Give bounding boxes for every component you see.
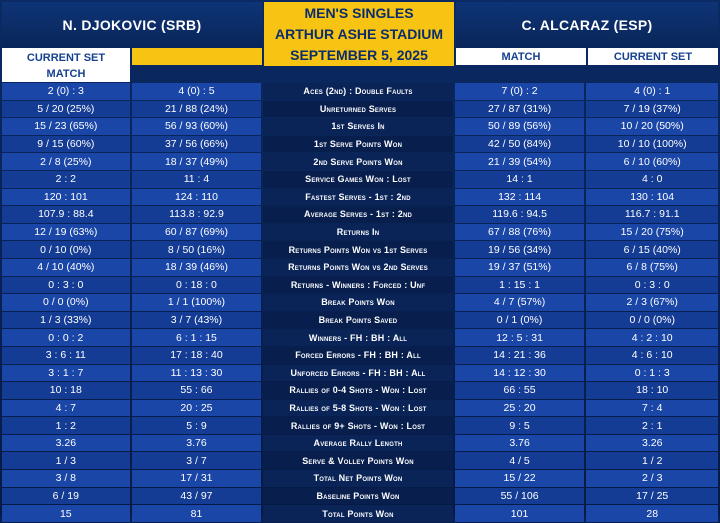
left-current-set-value: 15: [2, 505, 130, 522]
stat-label: Baseline Points Won: [263, 488, 452, 505]
right-current-set-value: 28: [586, 505, 718, 522]
left-match-value: 0 : 18 : 0: [132, 277, 262, 294]
stat-row: [2, 488, 718, 506]
right-match-value: 3.76: [455, 435, 585, 452]
stat-row: [2, 470, 718, 488]
stat-label: Fastest Serves - 1st : 2nd: [263, 189, 452, 206]
stat-row: [2, 118, 718, 136]
right-match-value: 67 / 88 (76%): [455, 224, 585, 241]
left-current-set-value: 120 : 101: [2, 189, 130, 206]
right-match-value: 9 : 5: [455, 417, 585, 434]
stat-label: Returns In: [263, 224, 452, 241]
stat-row: [2, 241, 718, 259]
left-match-value: 55 : 66: [132, 382, 262, 399]
left-current-set-value: 1 : 2: [2, 417, 130, 434]
left-current-set-value: 15 / 23 (65%): [2, 118, 130, 135]
right-current-set-value: 2 : 1: [586, 417, 718, 434]
left-match-value: 21 / 88 (24%): [132, 101, 262, 118]
stat-row: [2, 329, 718, 347]
stat-row: [2, 171, 718, 189]
stat-label: Service Games Won : Lost: [263, 171, 452, 188]
stat-row: [2, 435, 718, 453]
stat-label: Forced Errors - FH : BH : All: [263, 347, 452, 364]
stat-label: Total Points Won: [263, 505, 452, 522]
left-current-set-value: 1 / 3 (33%): [2, 312, 130, 329]
stat-row: [2, 101, 718, 119]
stat-label: Unforced Errors - FH : BH : All: [263, 365, 452, 382]
left-current-set-value: 3.26: [2, 435, 130, 452]
left-current-set-value: 4 / 10 (40%): [2, 259, 130, 276]
left-match-value: 20 : 25: [132, 400, 262, 417]
stat-label: Returns Points Won vs 2nd Serves: [263, 259, 452, 276]
stat-label: Break Points Won: [263, 294, 452, 311]
right-current-set-value: 3.26: [586, 435, 718, 452]
left-current-set-value: 0 : 3 : 0: [2, 277, 130, 294]
left-match-value: 18 / 39 (46%): [132, 259, 262, 276]
left-match-value: 43 / 97: [132, 488, 262, 505]
right-current-set-label: CURRENT SET: [588, 48, 718, 65]
stat-label: Returns - Winners : Forced : Unf: [263, 277, 452, 294]
stat-row: [2, 365, 718, 383]
right-match-value: 14 : 12 : 30: [455, 365, 585, 382]
left-match-value: 6 : 1 : 15: [132, 329, 262, 346]
left-current-set-value: 5 / 20 (25%): [2, 101, 130, 118]
left-current-set-value: 10 : 18: [2, 382, 130, 399]
right-current-set-value: 4 (0) : 1: [586, 83, 718, 100]
stat-label: Break Points Saved: [263, 312, 452, 329]
left-match-value: 3.76: [132, 435, 262, 452]
right-current-set-value: 6 / 15 (40%): [586, 241, 718, 258]
stat-row: [2, 382, 718, 400]
right-match-value: 21 / 39 (54%): [455, 153, 585, 170]
left-current-set-value: 2 (0) : 3: [2, 83, 130, 100]
right-current-set-value: 130 : 104: [586, 189, 718, 206]
event-title: MEN'S SINGLES: [304, 4, 414, 21]
left-match-label: MATCH: [46, 67, 86, 80]
stat-label: Rallies of 5-8 Shots - Won : Lost: [263, 400, 452, 417]
player-right-name: C. ALCARAZ (ESP): [456, 2, 718, 47]
left-current-set-value: 0 : 0 : 2: [2, 329, 130, 346]
left-current-set-value: 9 / 15 (60%): [2, 136, 130, 153]
left-match-value: 8 / 50 (16%): [132, 241, 262, 258]
right-current-set-value: 7 : 4: [586, 400, 718, 417]
left-match-value: 81: [132, 505, 262, 522]
right-match-value: 7 (0) : 2: [455, 83, 585, 100]
right-current-set-value: 2 / 3: [586, 470, 718, 487]
stat-row: [2, 189, 718, 207]
left-column-header-set-match: [2, 48, 130, 82]
right-match-value: 12 : 5 : 31: [455, 329, 585, 346]
player-left-name: N. DJOKOVIC (SRB): [2, 2, 262, 47]
right-match-value: 27 / 87 (31%): [455, 101, 585, 118]
left-current-set-value: 107.9 : 88.4: [2, 206, 130, 223]
left-current-set-value: 0 / 10 (0%): [2, 241, 130, 258]
left-match-value: 17 / 31: [132, 470, 262, 487]
right-current-set-value: 6 / 10 (60%): [586, 153, 718, 170]
left-column-header-blank: [132, 48, 262, 65]
right-current-set-value: 4 : 2 : 10: [586, 329, 718, 346]
stat-row: [2, 83, 718, 101]
stat-label: Rallies of 0-4 Shots - Won : Lost: [263, 382, 452, 399]
left-match-value: 37 / 56 (66%): [132, 136, 262, 153]
stat-label: Rallies of 9+ Shots - Won : Lost: [263, 417, 452, 434]
left-current-set-value: 1 / 3: [2, 452, 130, 469]
right-current-set-value: 0 / 0 (0%): [586, 312, 718, 329]
stat-row: [2, 417, 718, 435]
stat-label: 1st Serve Points Won: [263, 136, 452, 153]
left-current-set-value: 2 : 2: [2, 171, 130, 188]
left-match-value: 4 (0) : 5: [132, 83, 262, 100]
right-match-value: 25 : 20: [455, 400, 585, 417]
event-info: [264, 2, 454, 66]
stat-row: [2, 224, 718, 242]
left-match-value: 1 / 1 (100%): [132, 294, 262, 311]
stat-label: Total Net Points Won: [263, 470, 452, 487]
stat-row: [2, 505, 718, 523]
right-current-set-value: 116.7 : 91.1: [586, 206, 718, 223]
right-match-value: 14 : 1: [455, 171, 585, 188]
left-match-value: 3 / 7 (43%): [132, 312, 262, 329]
right-match-value: 101: [455, 505, 585, 522]
stat-row: [2, 153, 718, 171]
stat-row: [2, 277, 718, 295]
stat-row: [2, 312, 718, 330]
header-area: [2, 2, 718, 83]
right-match-value: 14 : 21 : 36: [455, 347, 585, 364]
right-current-set-value: 2 / 3 (67%): [586, 294, 718, 311]
right-current-set-value: 17 / 25: [586, 488, 718, 505]
right-match-value: 119.6 : 94.5: [455, 206, 585, 223]
right-match-value: 1 : 15 : 1: [455, 277, 585, 294]
event-date: SEPTEMBER 5, 2025: [290, 46, 428, 63]
right-match-value: 15 / 22: [455, 470, 585, 487]
stat-label: Winners - FH : BH : All: [263, 329, 452, 346]
right-current-set-value: 4 : 6 : 10: [586, 347, 718, 364]
right-current-set-value: 10 / 20 (50%): [586, 118, 718, 135]
left-current-set-label: CURRENT SET: [26, 51, 106, 64]
stats-table: [2, 83, 718, 523]
right-current-set-value: 18 : 10: [586, 382, 718, 399]
left-current-set-value: 12 / 19 (63%): [2, 224, 130, 241]
right-match-label: MATCH: [456, 48, 586, 65]
left-current-set-value: 0 / 0 (0%): [2, 294, 130, 311]
stat-row: [2, 347, 718, 365]
right-match-value: 42 / 50 (84%): [455, 136, 585, 153]
stat-row: [2, 294, 718, 312]
right-match-value: 66 : 55: [455, 382, 585, 399]
right-match-value: 50 / 89 (56%): [455, 118, 585, 135]
stat-row: [2, 206, 718, 224]
right-current-set-value: 4 : 0: [586, 171, 718, 188]
left-match-value: 11 : 4: [132, 171, 262, 188]
stat-label: Unreturned Serves: [263, 101, 452, 118]
left-match-value: 5 : 9: [132, 417, 262, 434]
right-match-value: 4 / 7 (57%): [455, 294, 585, 311]
right-current-set-value: 7 / 19 (37%): [586, 101, 718, 118]
stat-row: [2, 452, 718, 470]
right-match-value: 4 / 5: [455, 452, 585, 469]
right-current-set-value: 10 / 10 (100%): [586, 136, 718, 153]
stat-row: [2, 259, 718, 277]
stat-row: [2, 136, 718, 154]
right-current-set-value: 6 / 8 (75%): [586, 259, 718, 276]
left-current-set-value: 4 : 7: [2, 400, 130, 417]
stat-label: 1st Serves In: [263, 118, 452, 135]
left-match-value: 60 / 87 (69%): [132, 224, 262, 241]
stat-label: Serve & Volley Points Won: [263, 452, 452, 469]
right-current-set-value: 0 : 3 : 0: [586, 277, 718, 294]
right-match-value: 0 / 1 (0%): [455, 312, 585, 329]
right-match-value: 132 : 114: [455, 189, 585, 206]
stat-label: Aces (2nd) : Double Faults: [263, 83, 452, 100]
stat-label: Average Rally Length: [263, 435, 452, 452]
stat-label: Returns Points Won vs 1st Serves: [263, 241, 452, 258]
left-match-value: 124 : 110: [132, 189, 262, 206]
stat-label: Average Serves - 1st : 2nd: [263, 206, 452, 223]
left-match-value: 56 / 93 (60%): [132, 118, 262, 135]
left-match-value: 18 / 37 (49%): [132, 153, 262, 170]
right-current-set-value: 1 / 2: [586, 452, 718, 469]
right-match-value: 19 / 56 (34%): [455, 241, 585, 258]
right-current-set-value: 0 : 1 : 3: [586, 365, 718, 382]
left-current-set-value: 3 / 8: [2, 470, 130, 487]
left-current-set-value: 6 / 19: [2, 488, 130, 505]
left-current-set-value: 3 : 6 : 11: [2, 347, 130, 364]
stat-row: [2, 400, 718, 418]
left-current-set-value: 3 : 1 : 7: [2, 365, 130, 382]
event-venue: ARTHUR ASHE STADIUM: [275, 25, 443, 42]
right-match-value: 55 / 106: [455, 488, 585, 505]
left-match-value: 113.8 : 92.9: [132, 206, 262, 223]
left-match-value: 11 : 13 : 30: [132, 365, 262, 382]
left-match-value: 17 : 18 : 40: [132, 347, 262, 364]
left-match-value: 3 / 7: [132, 452, 262, 469]
right-match-value: 19 / 37 (51%): [455, 259, 585, 276]
right-current-set-value: 15 / 20 (75%): [586, 224, 718, 241]
stat-label: 2nd Serve Points Won: [263, 153, 452, 170]
left-current-set-value: 2 / 8 (25%): [2, 153, 130, 170]
